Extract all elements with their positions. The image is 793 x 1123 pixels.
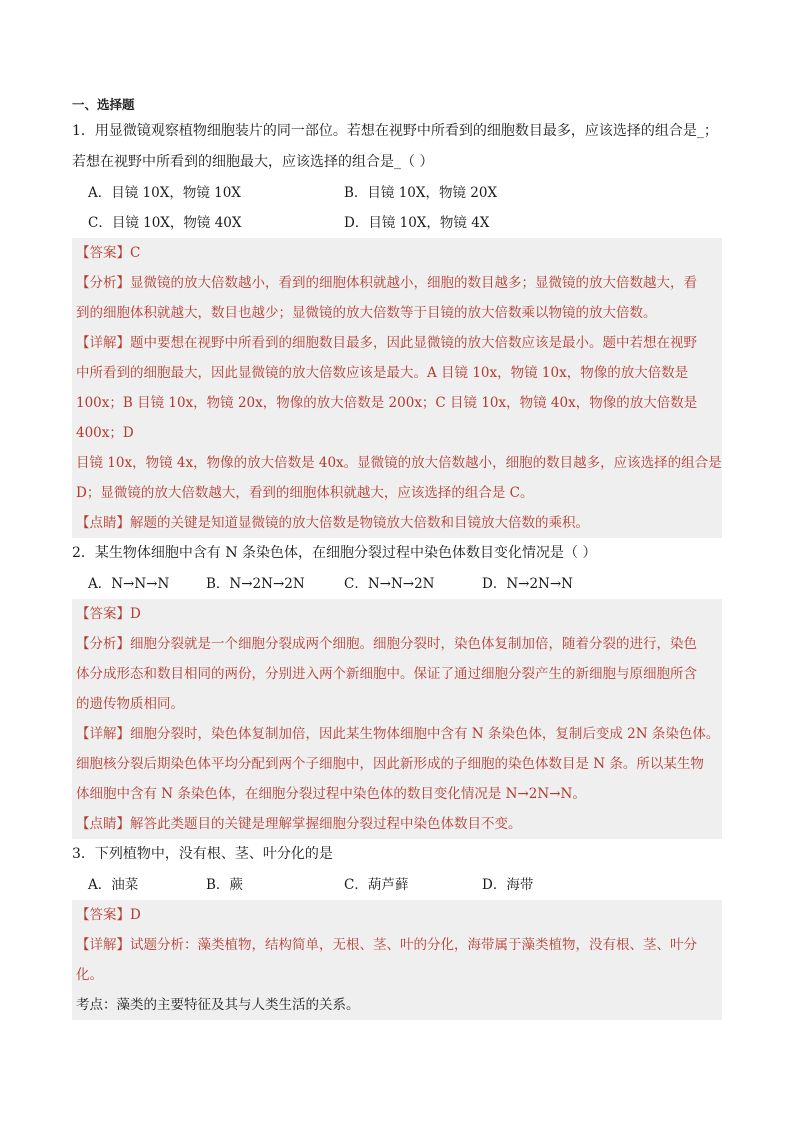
option-b: B．N→2N→2N (206, 576, 305, 592)
question-1-point (72, 508, 722, 538)
answer-value: D (130, 907, 141, 923)
analysis-line: 显微镜的放大倍数越小，看到的细胞体积就越小，细胞的数目越多；显微镜的放大倍数越大，看 (130, 275, 697, 291)
answer-tag: 【答案】 (76, 245, 130, 261)
detail-line: 目镜 10x，物镜 4x，物像的放大倍数是 40x。显微镜的放大倍数越小，细胞的数目越多，应该选择的组合是 (76, 455, 722, 471)
detail-line: 100x；B 目镜 10x，物镜 20x，物像的放大倍数是 200x；C 目镜 10x，物镜 40x，物像的放大倍数是 400x；D (76, 395, 698, 441)
option-c: C．目镜 10X，物镜 40X (88, 215, 242, 231)
point-text: 解题的关键是知道显微镜的放大倍数是物镜放大倍数和目镜放大倍数的乘积。 (130, 515, 589, 531)
option-a: A．目镜 10X，物镜 10X (88, 185, 241, 201)
point-tag: 【点睛】 (76, 515, 130, 531)
detail-line: 题中要想在视野中所看到的细胞数目最多，因此显微镜的放大倍数应该是最小。题中若想在视野 (130, 335, 697, 351)
question-3-options (72, 870, 722, 900)
answer-value: C (130, 245, 141, 261)
detail-line: 化。 (76, 967, 103, 983)
detail-line: 细胞分裂时，染色体复制加倍，因此某生物体细胞中含有 N 条染色体，复制后变成 2N 条染色体。 (130, 726, 720, 742)
detail-line: 体细胞中含有 N 条染色体，在细胞分裂过程中染色体的数目变化情况是 N→2N→N。 (76, 786, 586, 802)
analysis-line: 到的细胞体积就越大，数目也越少；显微镜的放大倍数等于目镜的放大倍数乘以物镜的放大倍数。 (76, 305, 657, 321)
question-2-stem: 2．某生物体细胞中含有 N 条染色体，在细胞分裂过程中染色体数目变化情况是（ ） (72, 545, 597, 561)
answer-tag: 【答案】 (76, 606, 130, 622)
analysis-line: 体分成形态和数目相同的两份，分别进入两个新细胞中。保证了通过细胞分裂产生的新细胞与原细胞所含 (76, 666, 697, 682)
option-d: D．N→2N→N (482, 576, 573, 592)
document-page (72, 96, 722, 1020)
option-d: D．海带 (482, 877, 534, 893)
question-2-point (72, 809, 722, 839)
question-1-detail (72, 328, 722, 508)
answer-tag: 【答案】 (76, 907, 130, 923)
option-c: C．N→N→2N (344, 576, 435, 592)
question-2-analysis (72, 629, 722, 719)
question-1-stem-line1: 1．用显微镜观察植物细胞装片的同一部位。若想在视野中所看到的细胞数目最多，应该选择的组合是_； (72, 123, 718, 139)
question-2-answer (72, 599, 722, 629)
option-a: A．油菜 (88, 877, 139, 893)
point-tag: 【点睛】 (76, 816, 130, 832)
question-2-options (72, 569, 722, 599)
point-text: 解答此类题目的关键是理解掌握细胞分裂过程中染色体数目不变。 (130, 816, 522, 832)
question-3-answer (72, 900, 722, 930)
question-3-note: 考点：藻类的主要特征及其与人类生活的关系。 (72, 990, 722, 1020)
detail-line: 中所看到的细胞最大，因此显微镜的放大倍数应该是最大。A 目镜 10x，物镜 10x，物像的放大倍数是 (76, 365, 689, 381)
question-3-detail (72, 930, 722, 990)
detail-line: 细胞核分裂后期染色体平均分配到两个子细胞中，因此新形成的子细胞的染色体数目是 N 条。所以某生物 (76, 756, 704, 772)
analysis-line: 的遗传物质相同。 (76, 696, 184, 712)
option-d: D．目镜 10X，物镜 4X (344, 215, 490, 231)
detail-line: 试题分析：藻类植物，结构简单，无根、茎、叶的分化，海带属于藻类植物，没有根、茎、叶分 (130, 937, 697, 953)
option-b: B．目镜 10X，物镜 20X (344, 185, 498, 201)
question-3-stem: 3．下列植物中，没有根、茎、叶分化的是 (72, 846, 333, 862)
analysis-tag: 【分析】 (76, 636, 130, 652)
option-c: C．葫芦藓 (344, 877, 409, 893)
detail-tag: 【详解】 (76, 937, 130, 953)
detail-tag: 【详解】 (76, 726, 130, 742)
detail-line: D；显微镜的放大倍数越大，看到的细胞体积就越大，应该选择的组合是 C。 (76, 485, 534, 501)
analysis-tag: 【分析】 (76, 275, 130, 291)
option-b: B．蕨 (206, 877, 243, 893)
question-2-detail (72, 719, 722, 809)
question-1-answer (72, 238, 722, 268)
option-a: A．N→N→N (88, 576, 170, 592)
section-title: 一、选择题 (72, 97, 135, 112)
answer-value: D (130, 606, 141, 622)
analysis-line: 细胞分裂就是一个细胞分裂成两个细胞。细胞分裂时，染色体复制加倍，随着分裂的进行，染色 (130, 636, 697, 652)
detail-tag: 【详解】 (76, 335, 130, 351)
question-1-options (72, 178, 722, 238)
question-1-stem-line2: 若想在视野中所看到的细胞最大，应该选择的组合是_（ ） (72, 154, 434, 170)
question-1-analysis (72, 268, 722, 328)
